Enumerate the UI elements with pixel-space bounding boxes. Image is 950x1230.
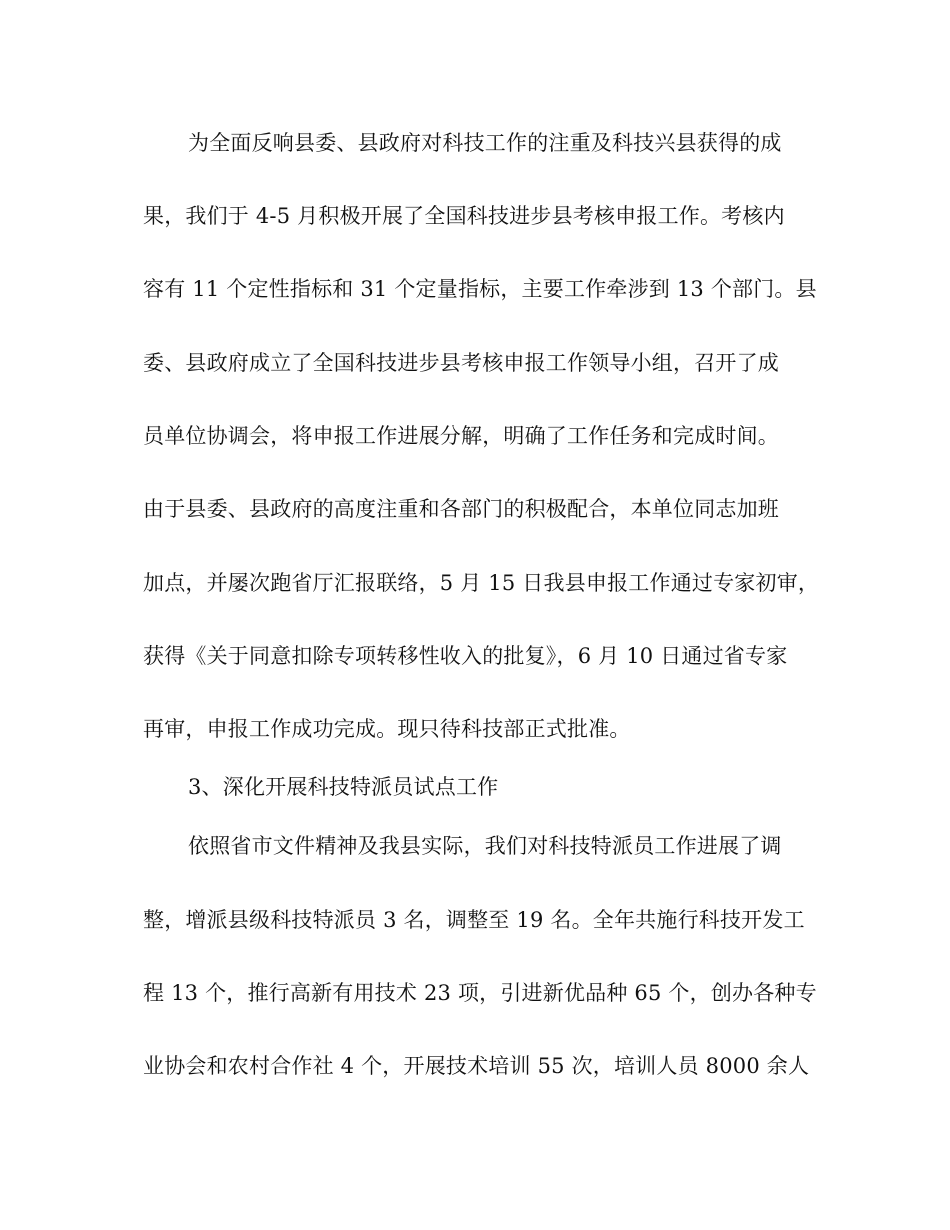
paragraph-1-line-6: 由于县委、县政府的高度注重和各部门的积极配合，本单位同志加班: [143, 497, 779, 521]
paragraph-1-line-2: 果，我们于 4-5 月积极开展了全国科技进步县考核申报工作。考核内: [143, 204, 785, 228]
paragraph-1-line-9: 再审，申报工作成功完成。现只待科技部正式批准。: [143, 717, 631, 741]
paragraph-1-line-5: 员单位协调会，将申报工作进展分解，明确了工作任务和完成时间。: [143, 424, 779, 448]
paragraph-2-line-3: 程 13 个，推行高新有用技术 23 项，引进新优品种 65 个，创办各种专: [143, 981, 817, 1005]
paragraph-2-line-1: 依照省市文件精神及我县实际，我们对科技特派员工作进展了调: [188, 834, 782, 858]
paragraph-2-line-2: 整，增派县级科技特派员 3 名，调整至 19 名。全年共施行科技开发工: [143, 908, 805, 932]
paragraph-1-line-3: 容有 11 个定性指标和 31 个定量指标，主要工作牵涉到 13 个部门。县: [143, 277, 817, 301]
paragraph-1-line-4: 委、县政府成立了全国科技进步县考核申报工作领导小组，召开了成: [143, 351, 779, 375]
paragraph-1-line-7: 加点，并屡次跑省厅汇报联络，5 月 15 日我县申报工作通过专家初审，: [143, 571, 820, 595]
paragraph-2-line-4: 业协会和农村合作社 4 个，开展技术培训 55 次，培训人员 8000 余人: [143, 1054, 810, 1078]
section-heading: 3、深化开展科技特派员试点工作: [188, 775, 499, 799]
paragraph-1-line-1: 为全面反响县委、县政府对科技工作的注重及科技兴县获得的成: [188, 131, 782, 155]
paragraph-1-line-8: 获得《关于同意扣除专项转移性收入的批复》，6 月 10 日通过省专家: [143, 644, 788, 668]
